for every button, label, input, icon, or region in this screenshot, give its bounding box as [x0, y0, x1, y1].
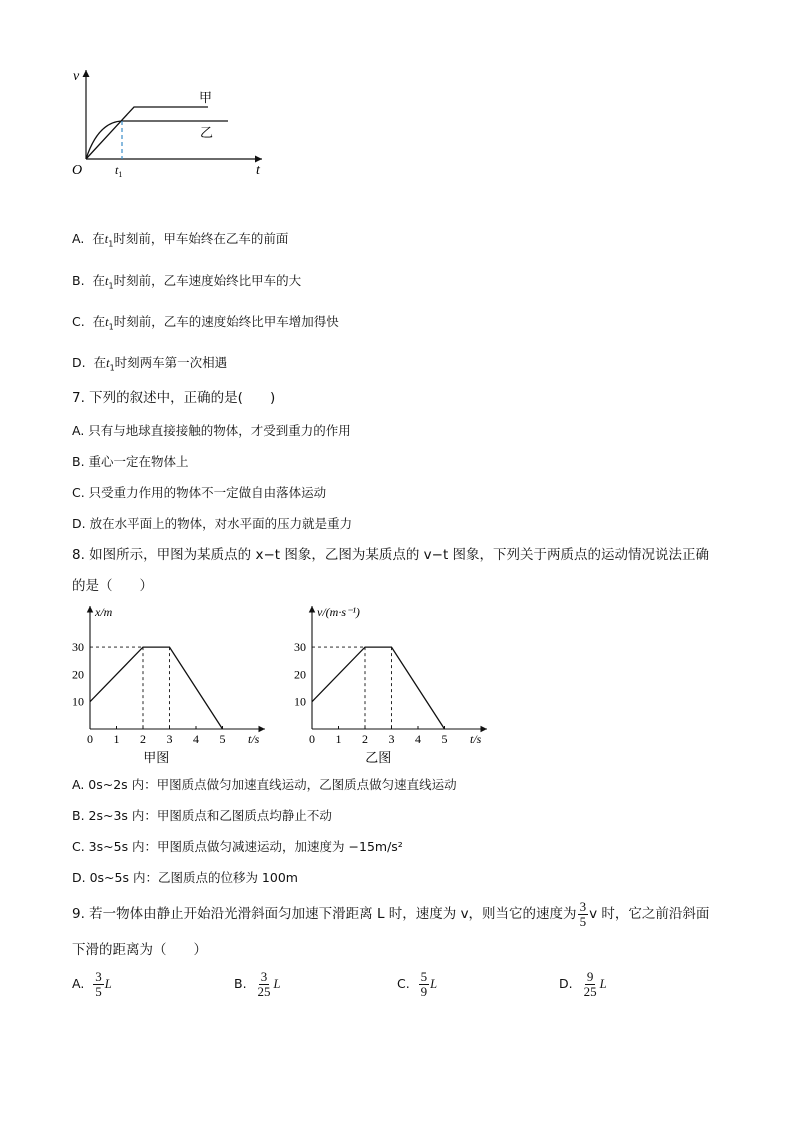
- y-tick-label: 30: [294, 640, 306, 655]
- curve-jia: [86, 107, 208, 159]
- x-tick-label: 1: [113, 732, 120, 746]
- x-tick-label: 4: [193, 732, 199, 746]
- x-tick-label: 5: [219, 732, 226, 746]
- y-tick-label: 30: [72, 640, 84, 655]
- q7-option-a: A. 只有与地球直接接触的物体，才受到重力的作用: [72, 423, 351, 438]
- q9-option-a: A. $\frac{3}{5}$ L: [72, 969, 112, 999]
- y-tick-label: 20: [294, 667, 306, 682]
- v-axis-label: v: [73, 69, 80, 84]
- origin-label: O: [72, 163, 83, 178]
- x-tick-label: 0: [309, 732, 315, 746]
- q6-option-d: D. 在$t_1$时刻两车第一次相遇: [72, 355, 228, 373]
- x-tick-label: 2: [140, 732, 146, 746]
- x-tick-label: 0: [87, 732, 93, 746]
- q9-option-d: D. $\frac{9}{25}$ L: [559, 969, 607, 999]
- q8-stem-line2: 的是（ ）: [72, 578, 153, 594]
- q9-stem-line1: [72, 894, 709, 934]
- vt-figure: [60, 62, 280, 187]
- q9-option-c: C. $\frac{5}{9}$ L: [397, 969, 438, 999]
- q7-stem: 7. 下列的叙述中，正确的是( ): [72, 390, 276, 406]
- data-line: [90, 647, 223, 729]
- y-tick-label: 10: [294, 694, 306, 709]
- q9-option-b: B. $\frac{3}{25}$ L: [234, 969, 281, 999]
- q6-option-c: C. 在$t_1$时刻前，乙车的速度始终比甲车增加得快: [72, 314, 339, 332]
- q8-option-c: C. 3s~5s 内：甲图质点做匀减速运动，加速度为 −15m/s²: [72, 839, 403, 854]
- q9-stem-b: v 时，它之前沿斜面: [589, 906, 710, 922]
- q8-option-d: D. 0s~5s 内：乙图质点的位移为 100m: [72, 870, 298, 885]
- chart-caption: 甲图: [143, 750, 170, 765]
- chart-jia: [60, 600, 280, 772]
- q8-stem-line1: 8. 如图所示，甲图为某质点的 x−t 图象，乙图为某质点的 v−t 图象，下列关于两质点的运动情况说法正确: [72, 547, 710, 563]
- x-tick-label: 3: [166, 732, 173, 746]
- x-tick-label: 1: [335, 732, 342, 746]
- y-axis-label: x/m: [95, 605, 113, 619]
- q8-option-b: B. 2s~3s 内：甲图质点和乙图质点均静止不动: [72, 808, 332, 823]
- data-line: [312, 647, 445, 729]
- t-axis-label: t: [256, 163, 260, 178]
- x-axis-label: t/s: [248, 732, 260, 746]
- q9-stem-line2: 下滑的距离为（ ）: [72, 942, 207, 958]
- q6-option-a: A. 在$t_1$时刻前，甲车始终在乙车的前面: [72, 231, 289, 249]
- chart-caption: 乙图: [365, 750, 392, 765]
- x-tick-label: 4: [415, 732, 421, 746]
- x-tick-label: 5: [441, 732, 448, 746]
- q7-option-b: B. 重心一定在物体上: [72, 454, 189, 469]
- y-tick-label: 10: [72, 694, 84, 709]
- q9-stem-a: 9. 若一物体由静止开始沿光滑斜面匀加速下滑距离 L 时，速度为 v，则当它的速度为: [72, 906, 577, 922]
- chart-yi: [282, 600, 508, 772]
- x-axis-label: t/s: [470, 732, 482, 746]
- label-yi: 乙: [200, 125, 214, 140]
- q8-option-a: A. 0s~2s 内：甲图质点做匀加速直线运动，乙图质点做匀速直线运动: [72, 777, 457, 792]
- q7-option-d: D. 放在水平面上的物体，对水平面的压力就是重力: [72, 516, 353, 531]
- q7-option-c: C. 只受重力作用的物体不一定做自由落体运动: [72, 485, 327, 500]
- y-tick-label: 20: [72, 667, 84, 682]
- q9-stem-fraction: $\frac{3}{5}$: [579, 898, 587, 929]
- q6-option-b: B. 在$t_1$时刻前，乙车速度始终比甲车的大: [72, 273, 302, 291]
- y-axis-label: v/(m·s⁻¹): [317, 605, 360, 619]
- x-tick-label: 3: [388, 732, 395, 746]
- x-tick-label: 2: [362, 732, 368, 746]
- label-jia: 甲: [199, 90, 213, 105]
- t1-label: $t_1$: [115, 163, 123, 179]
